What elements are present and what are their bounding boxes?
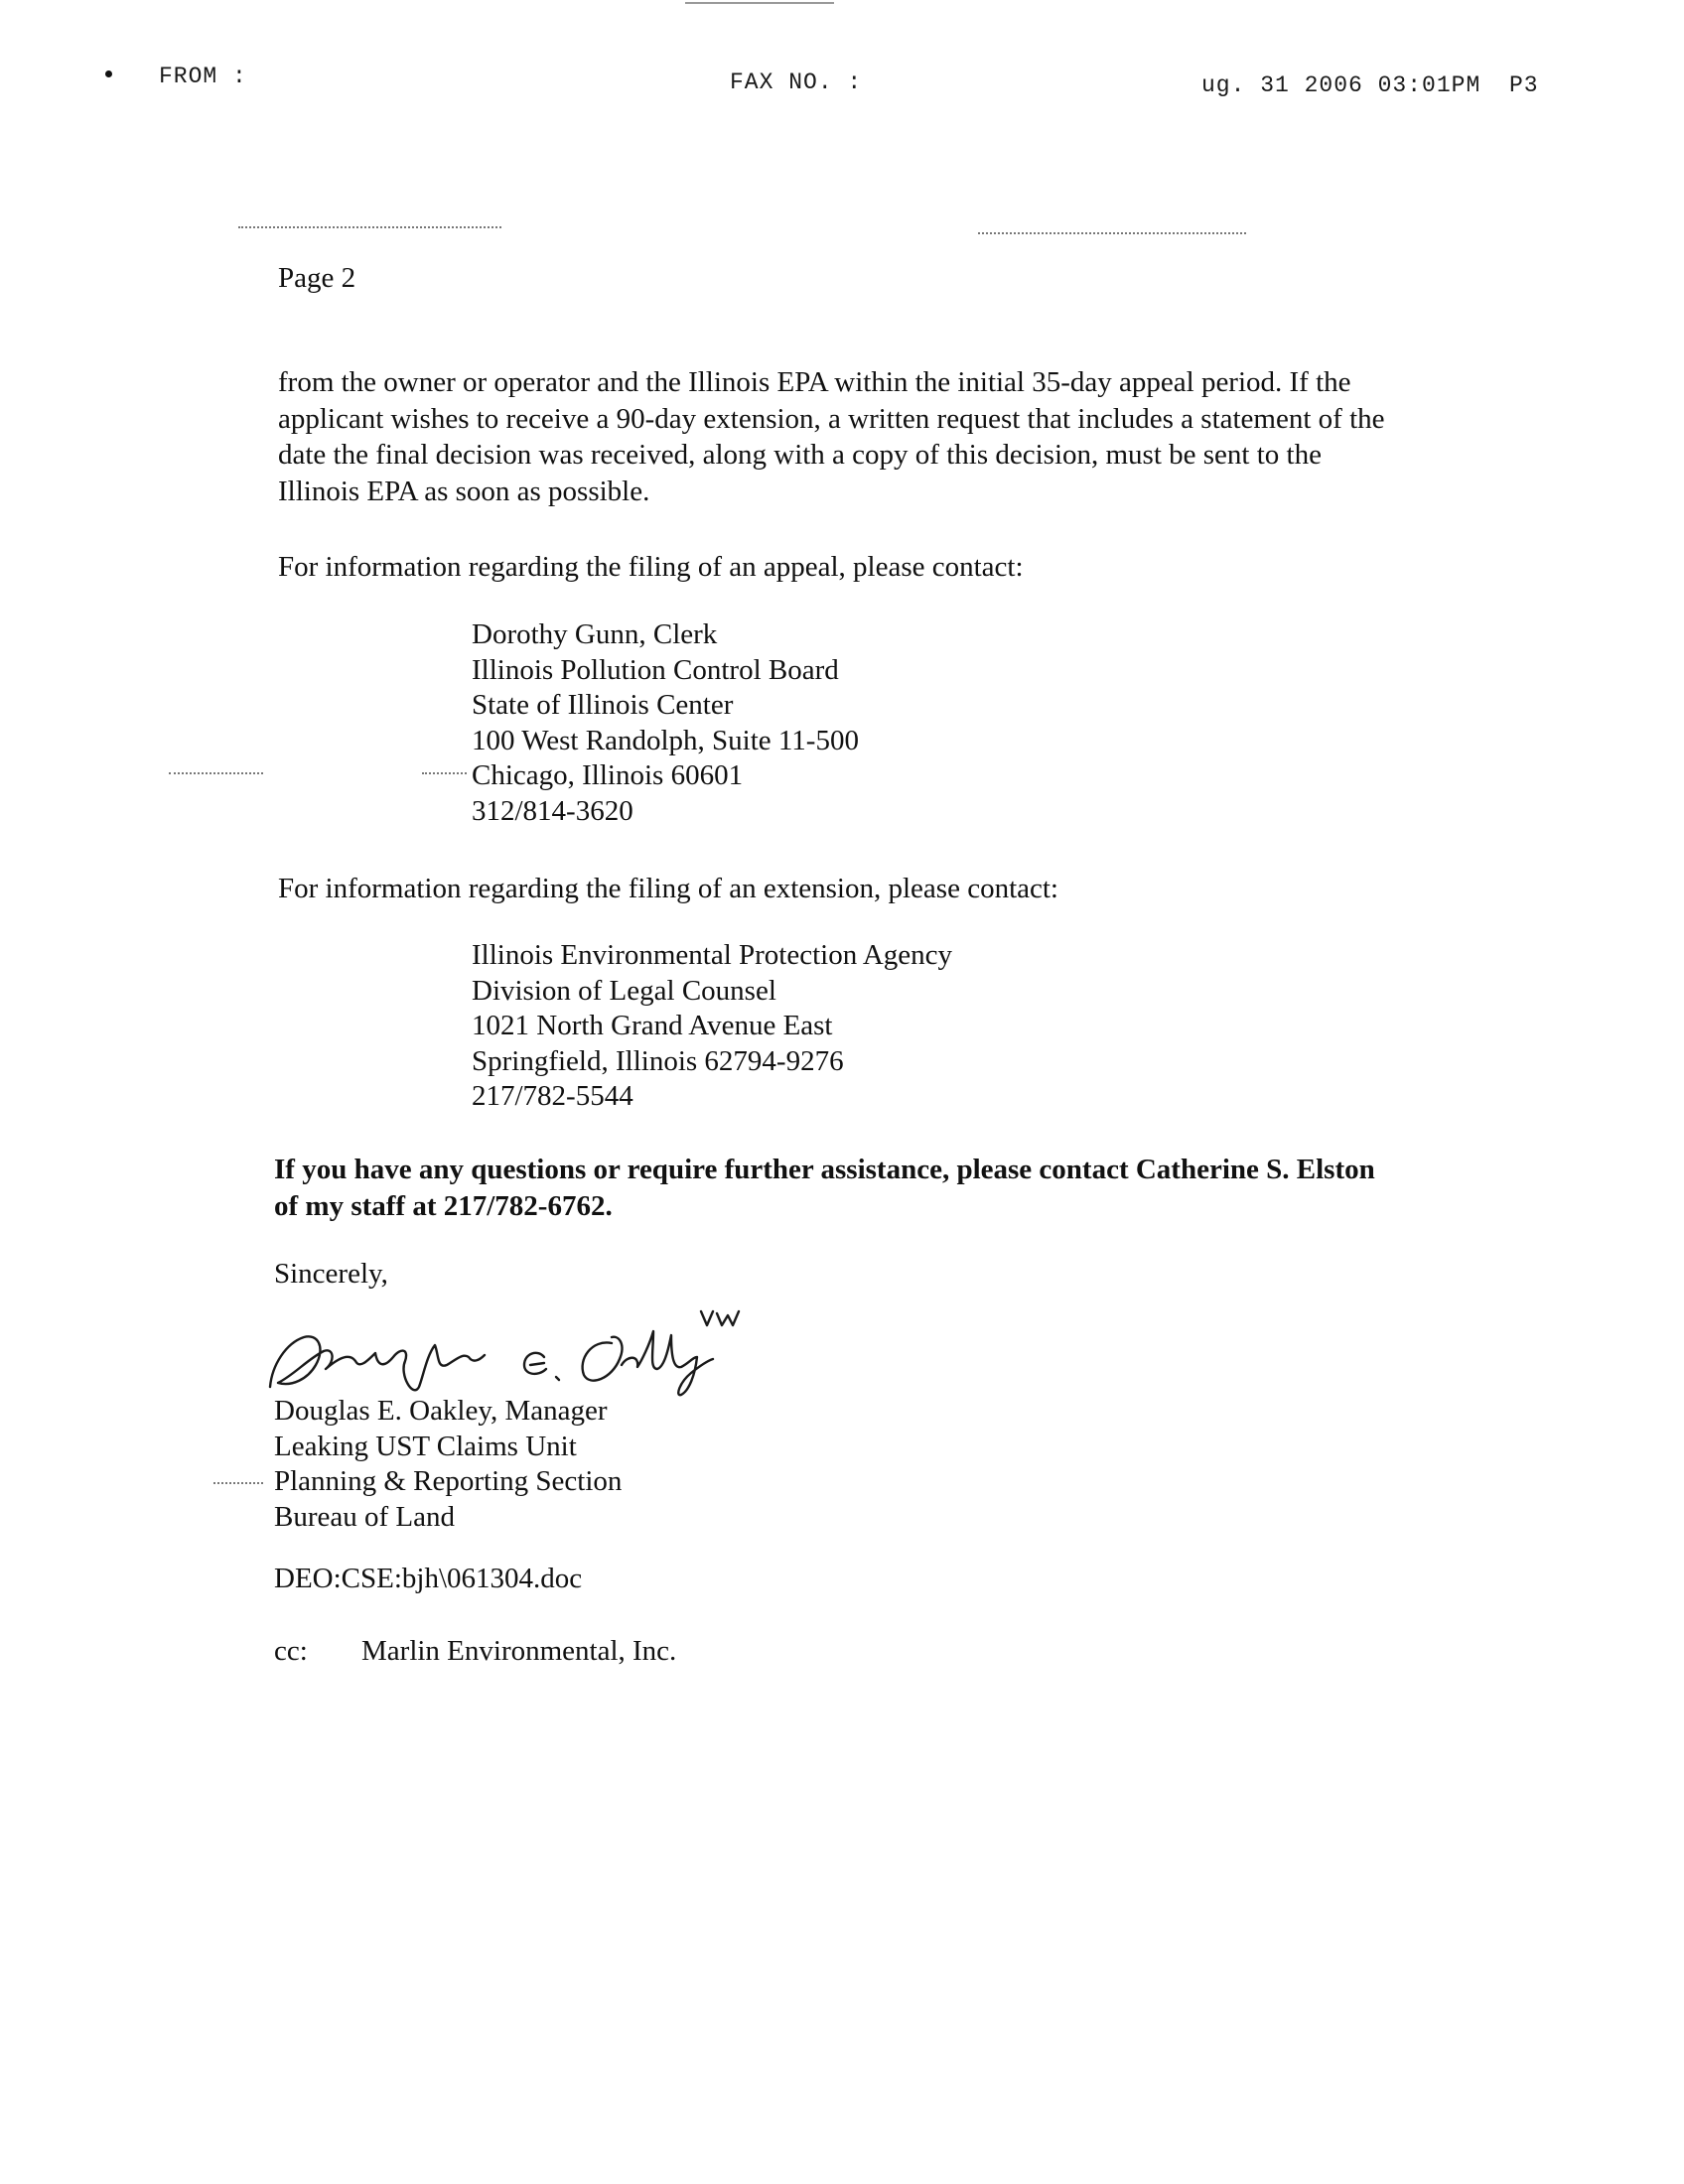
appeal-contact-city: Chicago, Illinois 60601 xyxy=(472,759,744,791)
signer-bureau: Bureau of Land xyxy=(274,1500,455,1533)
extension-contact-street: 1021 North Grand Avenue East xyxy=(472,1010,833,1041)
signature-stroke xyxy=(556,1377,559,1380)
cc-label: cc: xyxy=(274,1635,308,1667)
scan-artifact xyxy=(978,232,1246,234)
signature-stroke xyxy=(583,1337,623,1381)
appeal-contact-street: 100 West Randolph, Suite 11-500 xyxy=(472,724,859,756)
signature-stroke xyxy=(270,1336,485,1390)
scan-artifact xyxy=(685,2,834,4)
signer-name: Douglas E. Oakley, Manager xyxy=(274,1395,608,1427)
signer-block xyxy=(274,1394,622,1535)
extension-intro: For information regarding the filing of an extension, please contact: xyxy=(278,873,1058,904)
signature-stroke xyxy=(717,1311,739,1325)
appeal-contact-building: State of Illinois Center xyxy=(472,689,734,721)
appeal-contact-name: Dorothy Gunn, Clerk xyxy=(472,618,718,650)
fax-timestamp: ug. 31 2006 03:01PM xyxy=(1201,72,1481,98)
intro-line: from the owner or operator and the Illinois EPA within the initial 35-day appeal period. If the xyxy=(278,366,1351,398)
signature-stroke xyxy=(701,1311,713,1325)
scan-artifact xyxy=(422,772,467,774)
signature-stroke xyxy=(622,1331,713,1395)
document-reference: DEO:CSE:bjh\061304.doc xyxy=(274,1563,583,1594)
appeal-contact-block xyxy=(472,617,859,829)
signature xyxy=(264,1296,741,1405)
extension-contact-city: Springfield, Illinois 62794-9276 xyxy=(472,1044,844,1077)
questions-paragraph xyxy=(274,1152,1375,1224)
intro-paragraph xyxy=(278,364,1385,509)
signature-stroke xyxy=(530,1363,544,1365)
signer-section: Planning & Reporting Section xyxy=(274,1465,623,1497)
scan-artifact xyxy=(238,226,501,228)
appeal-contact-phone: 312/814-3620 xyxy=(472,794,633,827)
scan-artifact xyxy=(169,772,263,774)
intro-line: date the final decision was received, along with a copy of this decision, must be sent to the xyxy=(278,439,1322,471)
fax-number-label: FAX NO. : xyxy=(730,69,863,95)
bullet-mark xyxy=(105,70,112,77)
intro-line: Illinois EPA as soon as possible. xyxy=(278,475,650,507)
extension-contact-division: Division of Legal Counsel xyxy=(472,974,776,1007)
closing: Sincerely, xyxy=(274,1258,388,1290)
extension-contact-phone: 217/782-5544 xyxy=(472,1080,633,1112)
signer-unit: Leaking UST Claims Unit xyxy=(274,1430,577,1462)
page-label: Page 2 xyxy=(278,262,356,294)
intro-line: applicant wishes to receive a 90-day extension, a written request that includes a statement of the xyxy=(278,402,1385,435)
scan-artifact xyxy=(213,1482,263,1484)
questions-line: If you have any questions or require further assistance, please contact Catherine S. Elston xyxy=(274,1154,1375,1185)
appeal-contact-org: Illinois Pollution Control Board xyxy=(472,653,839,686)
appeal-intro: For information regarding the filing of an appeal, please contact: xyxy=(278,551,1024,583)
fax-from-label: FROM : xyxy=(159,64,247,89)
fax-page-code: P3 xyxy=(1509,72,1539,98)
extension-contact-org: Illinois Environmental Protection Agency xyxy=(472,939,953,971)
questions-line: of my staff at 217/782-6762. xyxy=(274,1189,613,1222)
cc-value: Marlin Environmental, Inc. xyxy=(361,1635,677,1667)
extension-contact-block xyxy=(472,938,952,1115)
